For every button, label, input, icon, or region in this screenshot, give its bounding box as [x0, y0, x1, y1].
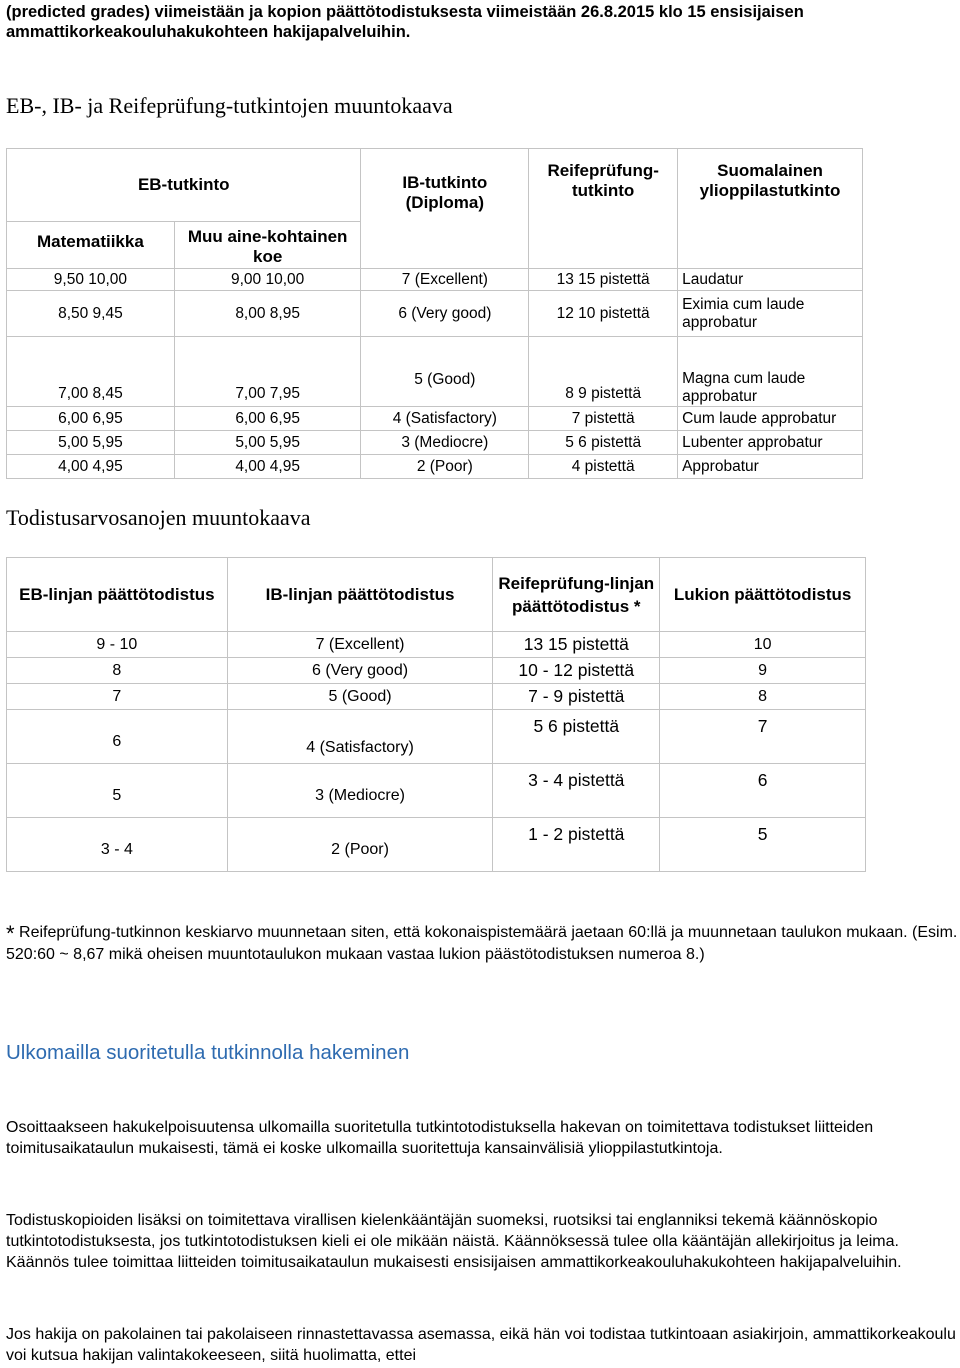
- cell-math: 5,00 5,95: [7, 431, 175, 455]
- grades-table-heading: Todistusarvosanojen muuntokaava: [6, 505, 311, 530]
- cell-math: 7,00 8,45: [7, 337, 175, 407]
- paragraph-3: Jos hakija on pakolainen tai pakolaiseen rinnastettavassa asemassa, eikä hän voi todistaa tutkintoaan asiakirjoin, ammattikorkeakoulu voi kutsua hakijan valintakokeeseen, siitä huolimatta, ettei: [6, 1326, 956, 1364]
- cell-reife: 10 - 12 pistettä: [493, 658, 660, 684]
- degree-conversion-table: [6, 148, 863, 479]
- header-other-subject: Muu aine-kohtainen koe: [174, 222, 361, 269]
- cell-ib: 2 (Poor): [361, 455, 529, 479]
- cell-fi: Laudatur: [678, 269, 863, 291]
- table-row: [7, 658, 866, 684]
- cell-eb: 8: [7, 658, 228, 684]
- cell-fi: Eximia cum laude approbatur: [678, 291, 863, 337]
- cell-lukio: 8: [660, 684, 866, 710]
- cell-lukio: 10: [660, 632, 866, 658]
- cell-reife: 1 - 2 pistettä: [493, 818, 660, 872]
- cell-lukio: 6: [660, 764, 866, 818]
- table-row: [7, 291, 863, 337]
- cell-fi: Magna cum laude approbatur: [678, 337, 863, 407]
- cell-ib: 4 (Satisfactory): [227, 710, 493, 764]
- table-row: [7, 818, 866, 872]
- table-row: [7, 269, 863, 291]
- intro-text: (predicted grades) viimeistään ja kopion päättötodistuksesta viimeistään 26.8.2015 klo 15 ensisijaisen ammattikorkeakouluhakukohteen hakijapalveluihin.: [6, 3, 804, 41]
- cell-lukio: 9: [660, 658, 866, 684]
- grade-conversion-table: [6, 557, 866, 872]
- footnote-star: *: [6, 921, 15, 946]
- cell-math: 6,00 6,95: [7, 407, 175, 431]
- cell-math: 8,50 9,45: [7, 291, 175, 337]
- header-reifepruefung: [529, 149, 678, 269]
- header-ib: [361, 149, 529, 269]
- cell-ib: 6 (Very good): [227, 658, 493, 684]
- paragraph-2: Todistuskopioiden lisäksi on toimitettava virallisen kielenkääntäjän suomeksi, ruotsiksi tai englanniksi tekemä käännöskopio tutkintotodistuksesta, jos tutkintotodistuksen kieli ei ole mikään näistä. Käännöksessä tulee olla kääntäjän allekirjoitus ja leima. Käännös tulee toimittaa liitteiden toimitusaikataulun mukaisesti ensisijaisen ammattikorkeakouluhakukohteen hakijapalveluihin.: [6, 1212, 902, 1271]
- cell-reife: 13 15 pistettä: [493, 632, 660, 658]
- table-row: [7, 431, 863, 455]
- cell-reife: 4 pistettä: [529, 455, 678, 479]
- cell-ib: 4 (Satisfactory): [361, 407, 529, 431]
- cell-ib: 6 (Very good): [361, 291, 529, 337]
- header-eb-line: EB-linjan päättötodistus: [7, 558, 228, 632]
- cell-eb: 6: [7, 710, 228, 764]
- cell-ib: 5 (Good): [361, 337, 529, 407]
- table-row: [7, 764, 866, 818]
- cell-math: 9,50 10,00: [7, 269, 175, 291]
- cell-reife: 8 9 pistettä: [529, 337, 678, 407]
- cell-fi: Approbatur: [678, 455, 863, 479]
- cell-reife: 5 6 pistettä: [529, 431, 678, 455]
- table-row: [7, 684, 866, 710]
- cell-other: 9,00 10,00: [174, 269, 361, 291]
- table-row: [7, 455, 863, 479]
- cell-lukio: 7: [660, 710, 866, 764]
- cell-other: 4,00 4,95: [174, 455, 361, 479]
- table-row: [7, 632, 866, 658]
- conversion-table-heading: EB-, IB- ja Reifeprüfung-tutkintojen muuntokaava: [6, 93, 453, 118]
- footnote: [6, 922, 960, 965]
- header-reife-label: Reifeprüfung-tutkinto: [547, 161, 659, 200]
- cell-fi: Cum laude approbatur: [678, 407, 863, 431]
- cell-eb: 3 - 4: [7, 818, 228, 872]
- cell-other: 8,00 8,95: [174, 291, 361, 337]
- cell-reife: 12 10 pistettä: [529, 291, 678, 337]
- cell-eb: 7: [7, 684, 228, 710]
- header-eb: EB-tutkinto: [7, 149, 361, 222]
- cell-eb: 5: [7, 764, 228, 818]
- header-reife-line: Reifeprüfung-linjan päättötodistus *: [493, 558, 660, 632]
- cell-fi: Lubenter approbatur: [678, 431, 863, 455]
- cell-math: 4,00 4,95: [7, 455, 175, 479]
- cell-reife: 7 - 9 pistettä: [493, 684, 660, 710]
- header-fi-label: Suomalainen ylioppilastutkinto: [699, 161, 841, 200]
- header-math: Matematiikka: [7, 222, 175, 269]
- cell-reife: 5 6 pistettä: [493, 710, 660, 764]
- cell-other: 5,00 5,95: [174, 431, 361, 455]
- header-lukio: Lukion päättötodistus: [660, 558, 866, 632]
- cell-other: 7,00 7,95: [174, 337, 361, 407]
- cell-ib: 2 (Poor): [227, 818, 493, 872]
- cell-ib: 3 (Mediocre): [227, 764, 493, 818]
- header-ib-label: IB-tutkinto (Diploma): [402, 173, 488, 212]
- paragraph-1: Osoittaakseen hakukelpoisuutensa ulkomailla suoritetulla tutkintotodistuksella hakevan on toimitettava todistukset liitteiden toimitusaikataulun mukaisesti, tämä ei koske ulkomailla suoritettuja kansainvälisiä ylioppilastutkintoja.: [6, 1119, 874, 1157]
- table-row: [7, 407, 863, 431]
- cell-ib: 5 (Good): [227, 684, 493, 710]
- cell-reife: 13 15 pistettä: [529, 269, 678, 291]
- table-row: [7, 710, 866, 764]
- footnote-text: Reifeprüfung-tutkinnon keskiarvo muunnetaan siten, että kokonaispistemäärä jaetaan 60:llä ja muunnetaan taulukon mukaan. (Esim. 520:60 ~ 8,67 mikä oheisen muuntotaulukon mukaan vastaa lukion päästötodistuksen numeroa 8.): [6, 924, 958, 963]
- header-ib-line: IB-linjan päättötodistus: [227, 558, 493, 632]
- cell-other: 6,00 6,95: [174, 407, 361, 431]
- foreign-degree-heading: Ulkomailla suoritetulla tutkinnolla hakeminen: [6, 1041, 410, 1064]
- cell-ib: 3 (Mediocre): [361, 431, 529, 455]
- cell-lukio: 5: [660, 818, 866, 872]
- header-finnish: [678, 149, 863, 269]
- cell-ib: 7 (Excellent): [227, 632, 493, 658]
- cell-reife: 3 - 4 pistettä: [493, 764, 660, 818]
- table-row: [7, 337, 863, 407]
- cell-reife: 7 pistettä: [529, 407, 678, 431]
- cell-eb: 9 - 10: [7, 632, 228, 658]
- cell-ib: 7 (Excellent): [361, 269, 529, 291]
